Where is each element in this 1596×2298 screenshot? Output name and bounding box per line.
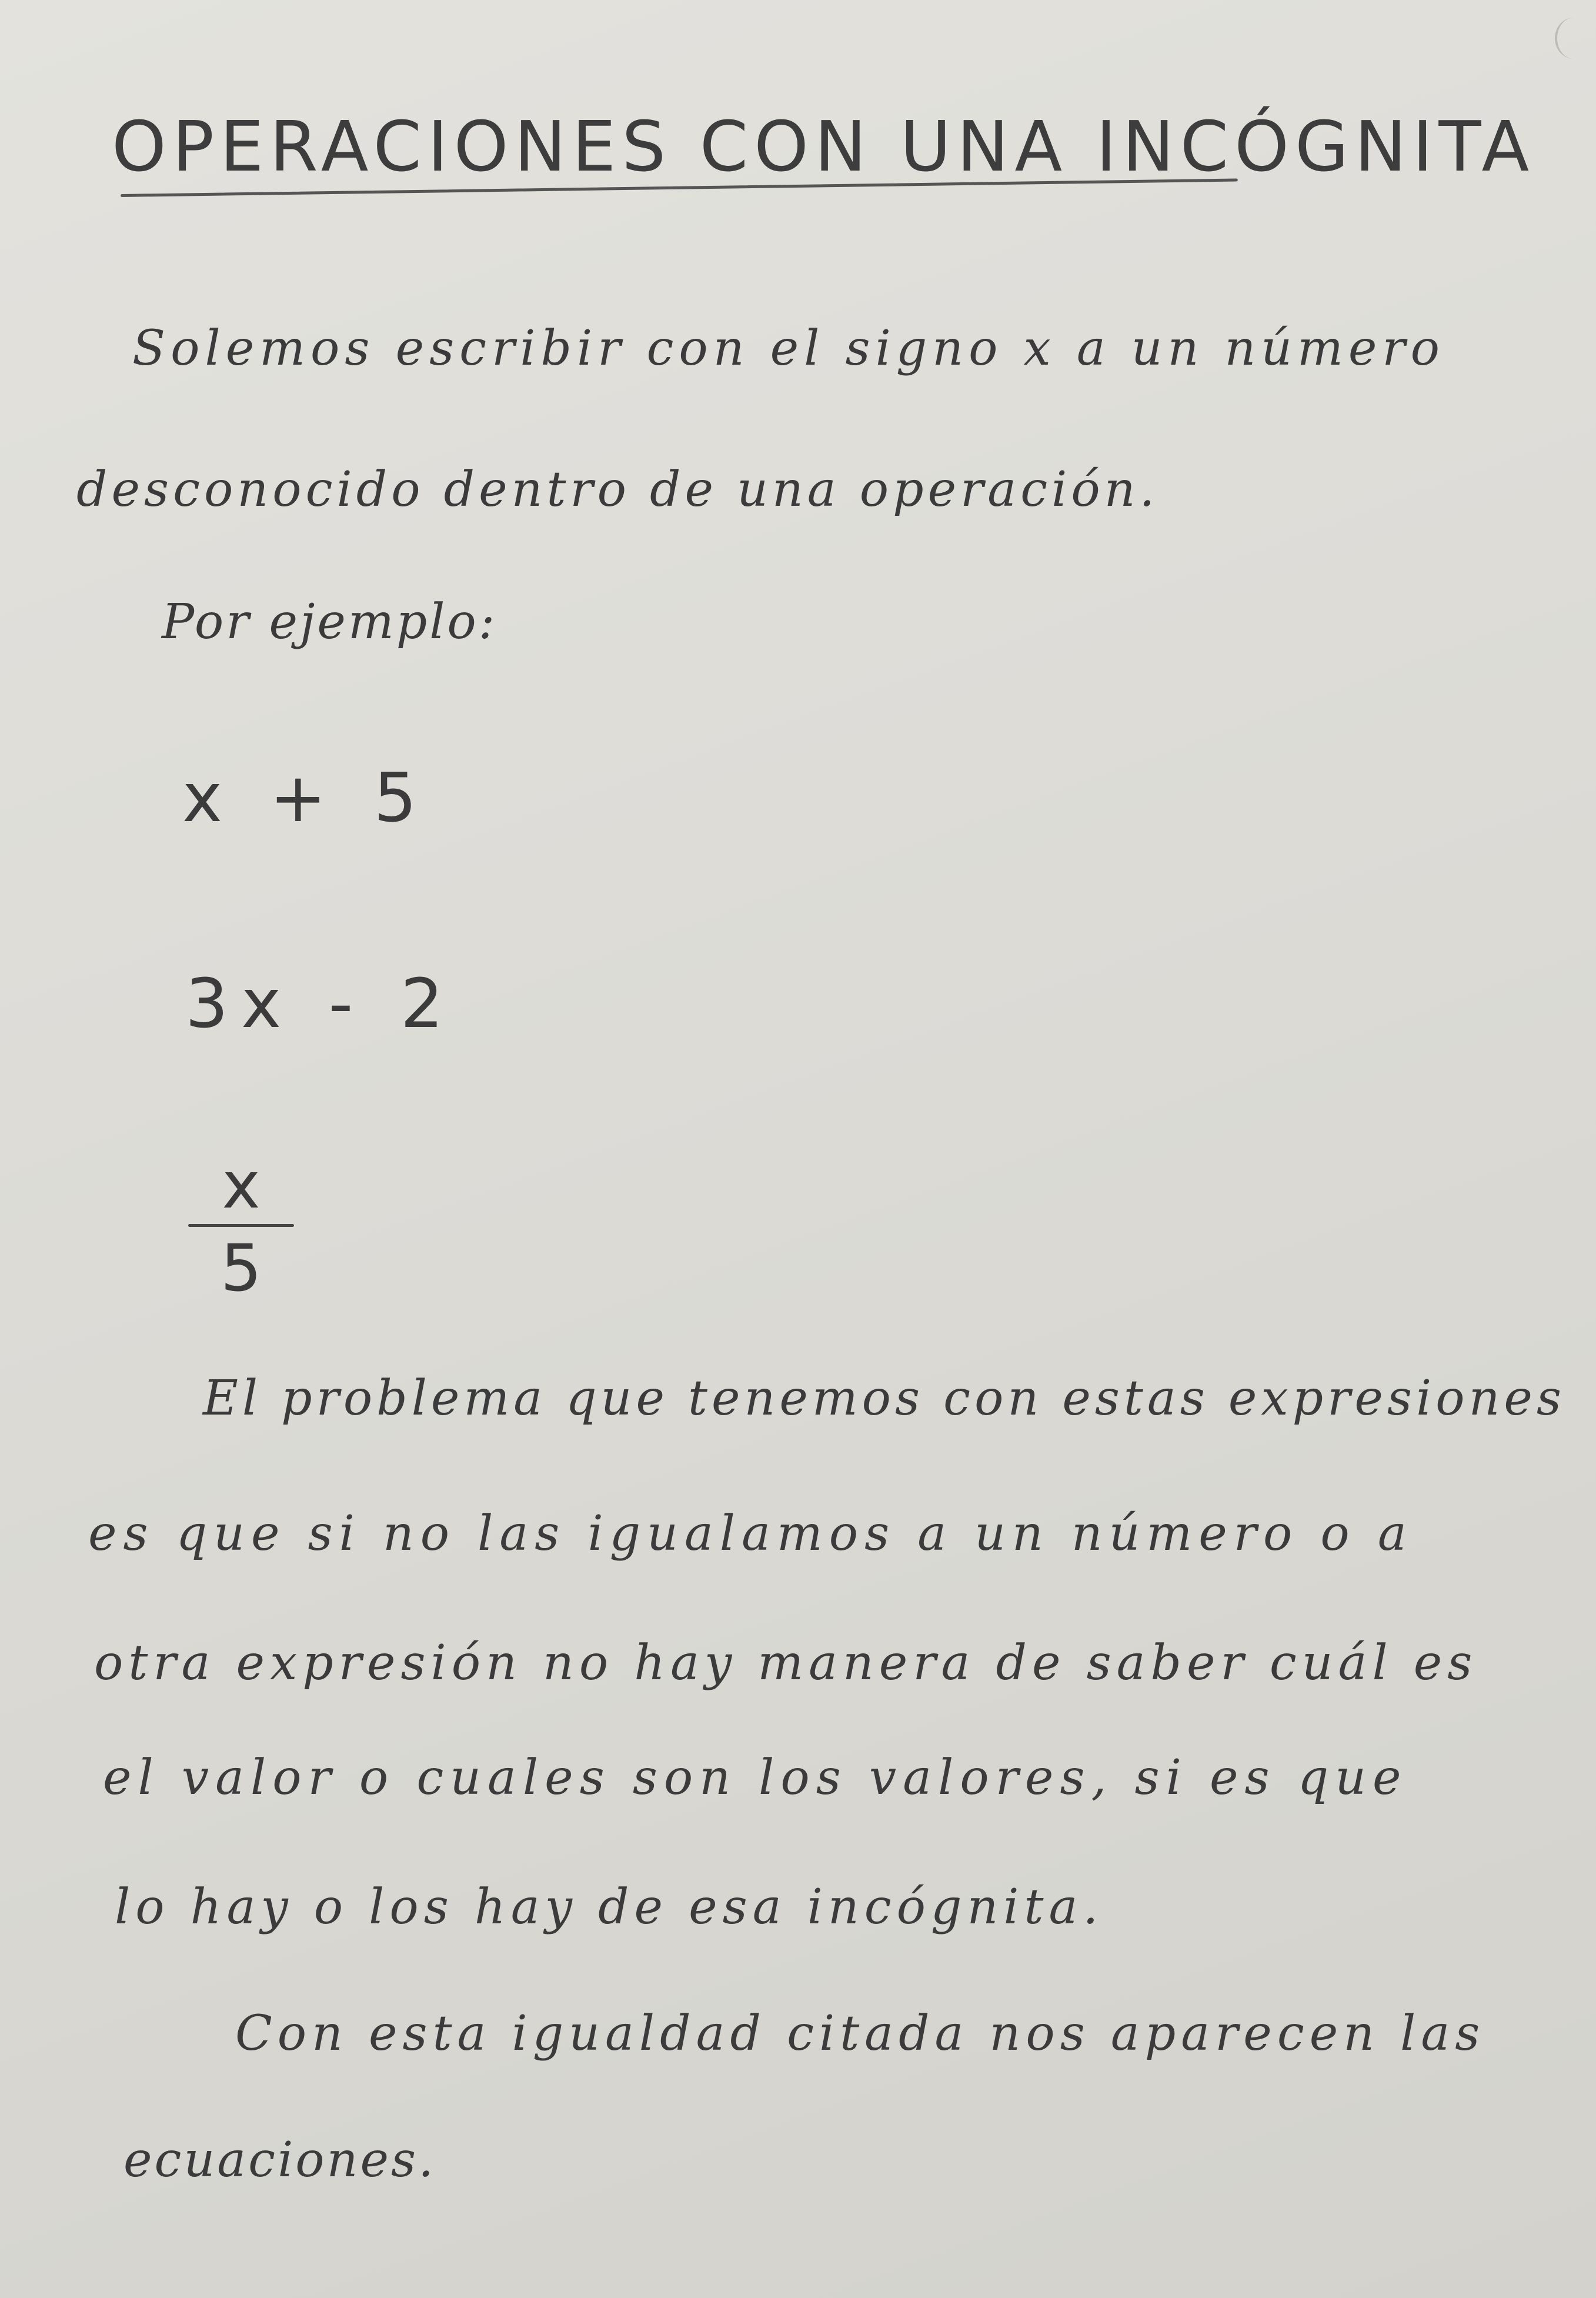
paragraph-2-line-2: ecuaciones. [123,2132,436,2188]
paragraph-1-line-5: lo hay o los hay de esa incógnita. [115,1879,1104,1935]
intro-line-1: Solemos escribir con el signo x a un número [132,321,1445,376]
paragraph-1-line-3: otra expresión no hay manera de saber cuál es [94,1635,1478,1691]
fraction-bar [188,1224,294,1227]
paper-edge-mark [1555,18,1592,59]
paragraph-2-line-1: Con esta igualdad citada nos aparecen las [235,2006,1485,2062]
intro-line-2: desconocido dentro de una operación. [76,462,1159,518]
page-title: OPERACIONES CON UNA INCÓGNITA [112,106,1535,187]
example-fraction [188,1148,294,1306]
fraction-denominator: 5 [221,1230,262,1306]
paragraph-1-line-1: El problema que tenemos con estas expresiones [203,1370,1565,1426]
paragraph-1-line-4: el valor o cuales son los valores, si es que [103,1750,1408,1806]
paragraph-1-line-2: es que si no las igualamos a un número o a [88,1506,1413,1562]
fraction-numerator: x [222,1148,261,1223]
example-expression-1: x + 5 [182,759,430,838]
example-label: Por ejemplo: [162,594,498,650]
example-expression-2: 3x - 2 [185,965,456,1043]
